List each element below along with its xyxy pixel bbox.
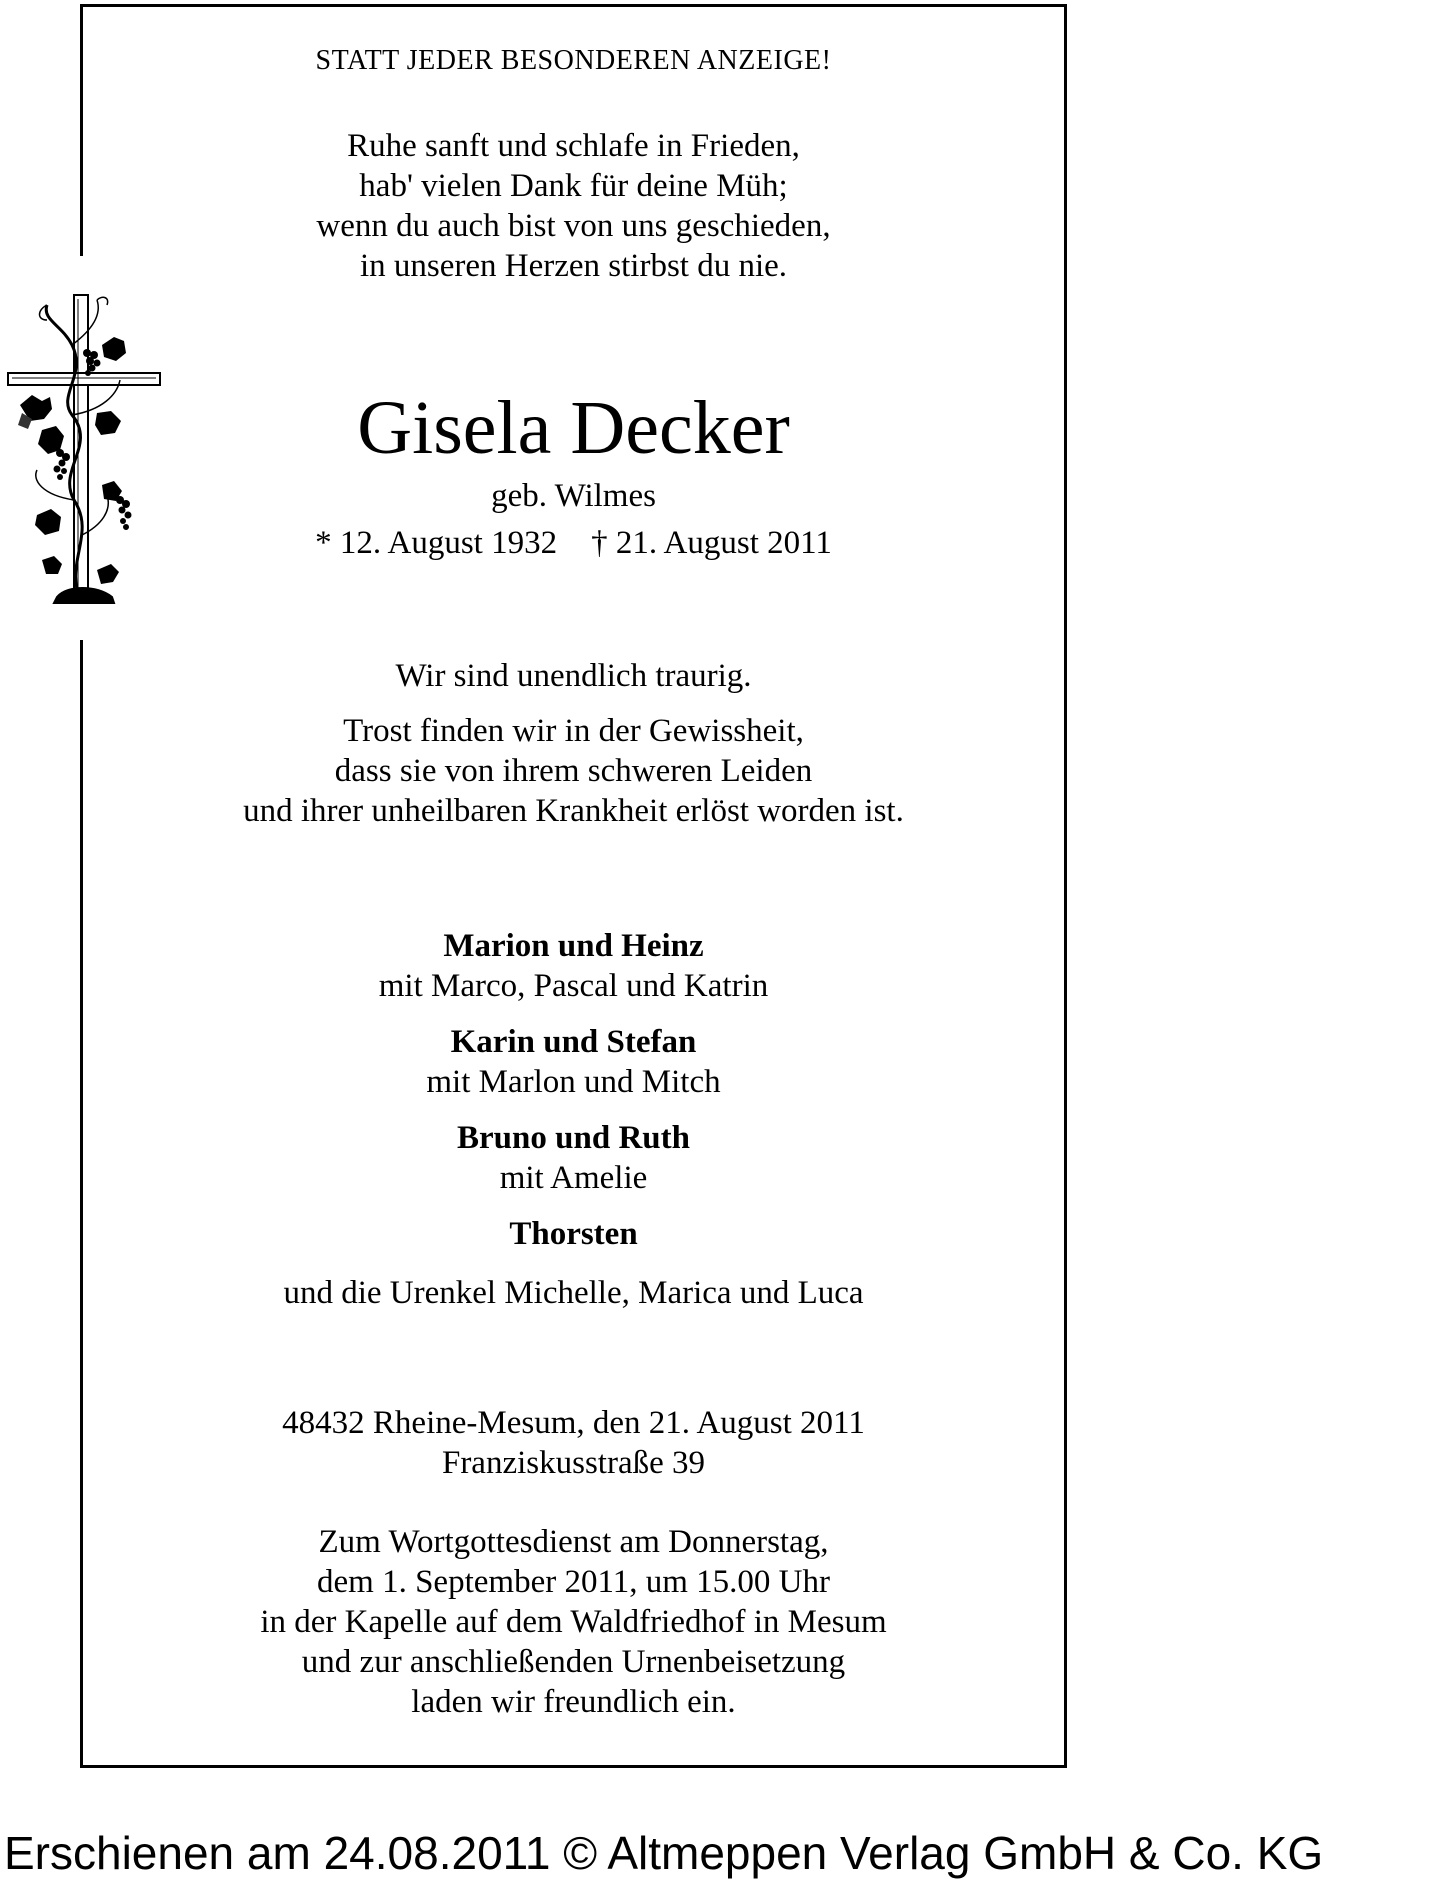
comfort-line-1: Trost finden wir in der Gewissheit, bbox=[343, 713, 804, 749]
frame-border-top bbox=[80, 4, 1067, 7]
life-dates bbox=[83, 525, 1064, 562]
comfort-line-2: dass sie von ihrem schweren Leiden bbox=[334, 753, 813, 789]
death-date: † 21. August 2011 bbox=[591, 525, 832, 561]
grief-line: Wir sind unendlich traurig. bbox=[395, 658, 752, 694]
birth-name: geb. Wilmes bbox=[491, 478, 656, 514]
family-names-2: Karin und Stefan bbox=[450, 1024, 697, 1060]
verse-line-4: in unseren Herzen stirbst du nie. bbox=[359, 248, 788, 284]
service-line-4: und zur anschließenden Urnenbeisetzung bbox=[301, 1644, 846, 1680]
verse-line-1: Ruhe sanft und schlafe in Frieden, bbox=[347, 128, 800, 164]
great-grandchildren: und die Urenkel Michelle, Marica und Luca bbox=[283, 1275, 864, 1311]
family-with-1: mit Marco, Pascal und Katrin bbox=[378, 968, 769, 1004]
street-address: Franziskusstraße 39 bbox=[441, 1445, 706, 1481]
service-line-2: dem 1. September 2011, um 15.00 Uhr bbox=[317, 1564, 830, 1600]
place-date: 48432 Rheine-Mesum, den 21. August 2011 bbox=[282, 1405, 865, 1441]
family-names-4: Thorsten bbox=[509, 1216, 638, 1252]
family-with-2: mit Marlon und Mitch bbox=[426, 1064, 721, 1100]
frame-border-bottom bbox=[80, 1765, 1067, 1768]
service-line-3: in der Kapelle auf dem Waldfriedhof in Mesum bbox=[260, 1604, 887, 1640]
service-line-1: Zum Wortgottesdienst am Donnerstag, bbox=[318, 1524, 829, 1560]
family-with-3: mit Amelie bbox=[499, 1160, 648, 1196]
service-line-5: laden wir freundlich ein. bbox=[411, 1684, 736, 1720]
notice-header: STATT JEDER BESONDEREN ANZEIGE! bbox=[315, 45, 832, 76]
frame-border-right bbox=[1064, 4, 1067, 1768]
comfort-line-3: und ihrer unheilbaren Krankheit erlöst worden ist. bbox=[243, 793, 904, 829]
publication-footer: Erschienen am 24.08.2011 © Altmeppen Verlag GmbH & Co. KG bbox=[4, 1827, 1324, 1879]
family-names-3: Bruno und Ruth bbox=[457, 1120, 690, 1156]
birth-date: * 12. August 1932 bbox=[315, 525, 558, 561]
family-names-1: Marion und Heinz bbox=[443, 928, 704, 964]
verse-line-3: wenn du auch bist von uns geschieden, bbox=[316, 208, 831, 244]
deceased-name: Gisela Decker bbox=[357, 386, 790, 470]
verse-line-2: hab' vielen Dank für deine Müh; bbox=[359, 168, 788, 204]
